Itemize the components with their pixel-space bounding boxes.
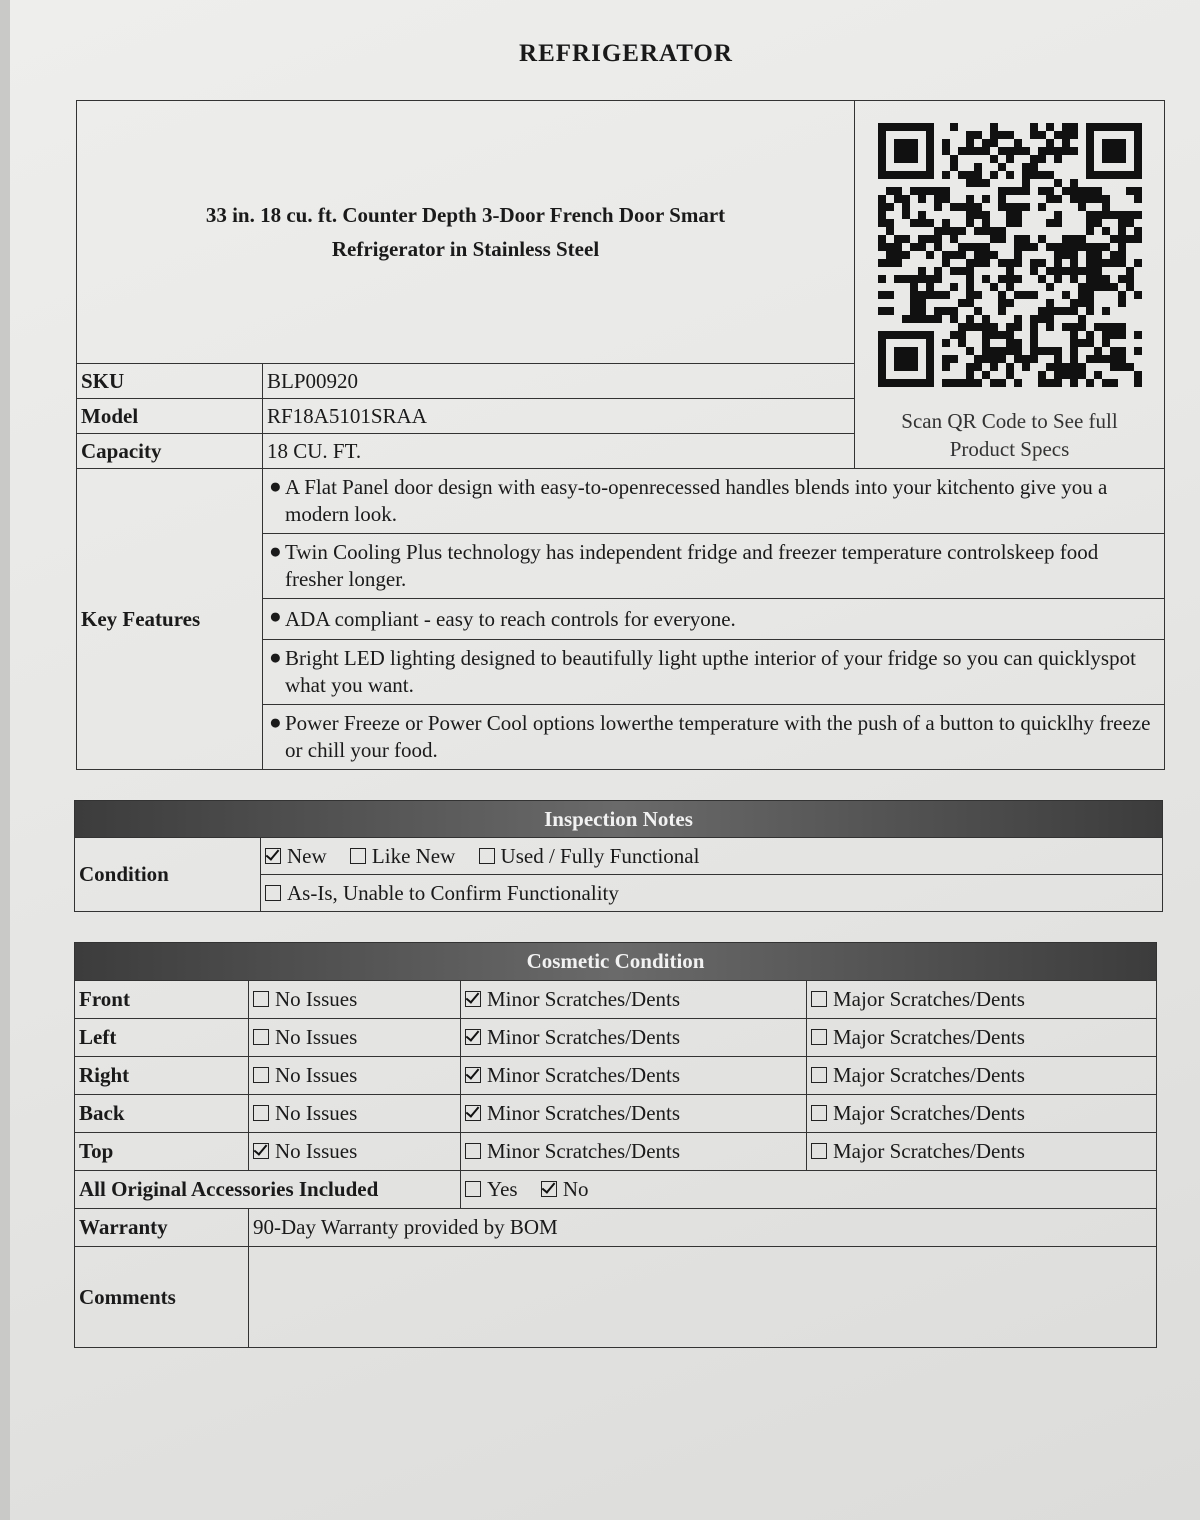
- checkbox-icon[interactable]: [479, 848, 495, 864]
- cosmetic-option-major[interactable]: [807, 1019, 1157, 1057]
- condition-option-new[interactable]: [265, 844, 327, 868]
- cosmetic-option-major[interactable]: [807, 1057, 1157, 1095]
- checkbox-checked-icon[interactable]: [465, 1067, 481, 1083]
- cosmetic-condition-header: Cosmetic Condition: [75, 943, 1157, 981]
- comments-label: Comments: [75, 1247, 249, 1348]
- option-label: Major Scratches/Dents: [833, 1063, 1025, 1087]
- cosmetic-option-minor[interactable]: [461, 1057, 807, 1095]
- checkbox-checked-icon[interactable]: [541, 1181, 557, 1197]
- bullet-icon: ●: [269, 710, 282, 734]
- option-label: No Issues: [275, 1025, 358, 1049]
- checkbox-checked-icon[interactable]: [465, 1105, 481, 1121]
- feature-item: [263, 640, 1165, 705]
- checkbox-icon[interactable]: [811, 1067, 827, 1083]
- checkbox-icon[interactable]: [253, 1105, 269, 1121]
- cosmetic-option-no-issues[interactable]: [249, 1057, 461, 1095]
- bullet-icon: ●: [269, 474, 282, 498]
- bullet-icon: ●: [269, 539, 282, 563]
- cosmetic-row-right: [75, 1057, 1157, 1095]
- qr-code[interactable]: [878, 123, 1142, 387]
- accessories-option-yes[interactable]: [465, 1177, 518, 1201]
- checkbox-icon[interactable]: [253, 991, 269, 1007]
- option-label: No Issues: [275, 1063, 358, 1087]
- feature-item: [263, 599, 1165, 640]
- qr-caption-line2: Product Specs: [949, 437, 1070, 461]
- feature-text: Bright LED lighting designed to beautifully light upthe interior of your fridge so you can quicklyspot what you want.: [285, 646, 1136, 697]
- cosmetic-condition-table: [74, 942, 1157, 1348]
- cosmetic-option-no-issues[interactable]: [249, 981, 461, 1019]
- checkbox-checked-icon[interactable]: [253, 1143, 269, 1159]
- cosmetic-option-major[interactable]: [807, 1095, 1157, 1133]
- checkbox-icon[interactable]: [265, 885, 281, 901]
- spec-label: SKU: [77, 364, 263, 399]
- checkbox-checked-icon[interactable]: [465, 1029, 481, 1045]
- checkbox-icon[interactable]: [465, 1181, 481, 1197]
- cosmetic-option-minor[interactable]: [461, 1133, 807, 1171]
- feature-text: ADA compliant - easy to reach controls for everyone.: [285, 606, 736, 631]
- option-label: No Issues: [275, 1101, 358, 1125]
- option-label: Minor Scratches/Dents: [487, 1101, 681, 1125]
- option-label: Like New: [371, 843, 456, 868]
- feature-row: [77, 469, 1165, 534]
- product-name-line1: 33 in. 18 cu. ft. Counter Depth 3-Door French Door Smart: [205, 203, 726, 227]
- cosmetic-side-label: Top: [75, 1133, 249, 1171]
- checkbox-icon[interactable]: [811, 1029, 827, 1045]
- spec-value: RF18A5101SRAA: [263, 399, 855, 434]
- cosmetic-option-no-issues[interactable]: [249, 1019, 461, 1057]
- product-info-table: [76, 100, 1165, 770]
- spec-label: Model: [77, 399, 263, 434]
- cosmetic-side-label: Front: [75, 981, 249, 1019]
- checkbox-checked-icon[interactable]: [465, 991, 481, 1007]
- option-label: Minor Scratches/Dents: [487, 1139, 681, 1163]
- checkbox-icon[interactable]: [253, 1029, 269, 1045]
- checkbox-checked-icon[interactable]: [265, 848, 281, 864]
- qr-code-cell: [855, 101, 1165, 469]
- product-name: [77, 101, 855, 364]
- cosmetic-side-label: Right: [75, 1057, 249, 1095]
- option-label: Major Scratches/Dents: [833, 1139, 1025, 1163]
- product-name-line2: Refrigerator in Stainless Steel: [331, 237, 600, 261]
- spec-label: Capacity: [77, 434, 263, 469]
- cosmetic-row-back: [75, 1095, 1157, 1133]
- cosmetic-option-no-issues[interactable]: [249, 1133, 461, 1171]
- spec-value: BLP00920: [263, 364, 855, 399]
- bullet-icon: ●: [269, 645, 282, 669]
- option-label: No Issues: [275, 987, 358, 1011]
- cosmetic-option-no-issues[interactable]: [249, 1095, 461, 1133]
- qr-caption-line1: Scan QR Code to See full: [901, 409, 1118, 433]
- checkbox-icon[interactable]: [350, 848, 366, 864]
- cosmetic-row-front: [75, 981, 1157, 1019]
- comments-field[interactable]: [249, 1247, 1157, 1348]
- document-page: [10, 0, 1200, 1520]
- key-features-label: Key Features: [77, 469, 263, 770]
- option-label: As-Is, Unable to Confirm Functionality: [287, 880, 619, 905]
- cosmetic-side-label: Back: [75, 1095, 249, 1133]
- feature-text: Twin Cooling Plus technology has independent fridge and freezer temperature controlskeep food fresher longer.: [285, 540, 1099, 591]
- warranty-value: 90-Day Warranty provided by BOM: [249, 1209, 1157, 1247]
- condition-option-as-is[interactable]: [265, 881, 619, 905]
- qr-caption: [859, 407, 1160, 463]
- option-label: Major Scratches/Dents: [833, 987, 1025, 1011]
- cosmetic-option-minor[interactable]: [461, 981, 807, 1019]
- option-label: No: [562, 1177, 589, 1201]
- checkbox-icon[interactable]: [811, 1105, 827, 1121]
- cosmetic-option-major[interactable]: [807, 981, 1157, 1019]
- document-title: REFRIGERATOR: [519, 40, 733, 67]
- condition-label: Condition: [75, 838, 261, 912]
- qr-modules: [878, 123, 1142, 387]
- feature-item: [263, 534, 1165, 599]
- cosmetic-option-minor[interactable]: [461, 1095, 807, 1133]
- accessories-label: All Original Accessories Included: [75, 1171, 461, 1209]
- bullet-icon: ●: [269, 604, 282, 628]
- cosmetic-side-label: Left: [75, 1019, 249, 1057]
- option-label: Used / Fully Functional: [500, 843, 700, 868]
- option-label: Minor Scratches/Dents: [487, 1063, 681, 1087]
- spec-value: 18 CU. FT.: [263, 434, 855, 469]
- option-label: Minor Scratches/Dents: [487, 987, 681, 1011]
- option-label: Major Scratches/Dents: [833, 1101, 1025, 1125]
- option-label: No Issues: [275, 1139, 358, 1163]
- feature-text: A Flat Panel door design with easy-to-openrecessed handles blends into your kitchento give you a modern look.: [285, 475, 1108, 526]
- option-label: Major Scratches/Dents: [833, 1025, 1025, 1049]
- accessories-options: [461, 1171, 1157, 1209]
- cosmetic-option-major[interactable]: [807, 1133, 1157, 1171]
- feature-item: [263, 469, 1165, 534]
- condition-option-used[interactable]: [479, 844, 700, 868]
- option-label: New: [287, 843, 327, 868]
- condition-option-like-new[interactable]: [350, 844, 455, 868]
- warranty-label: Warranty: [75, 1209, 249, 1247]
- checkbox-icon[interactable]: [253, 1067, 269, 1083]
- checkbox-icon[interactable]: [811, 1143, 827, 1159]
- inspection-notes-table: [74, 800, 1163, 912]
- feature-text: Power Freeze or Power Cool options lowerthe temperature with the push of a button to quicklhy freeze or chill your food.: [285, 711, 1151, 762]
- inspection-notes-header: Inspection Notes: [75, 801, 1163, 838]
- checkbox-icon[interactable]: [465, 1143, 481, 1159]
- cosmetic-row-left: [75, 1019, 1157, 1057]
- condition-options-row: [261, 875, 1163, 912]
- option-label: Minor Scratches/Dents: [487, 1025, 681, 1049]
- cosmetic-row-top: [75, 1133, 1157, 1171]
- option-label: Yes: [487, 1177, 518, 1201]
- feature-item: [263, 705, 1165, 770]
- accessories-option-no[interactable]: [541, 1177, 589, 1201]
- condition-options-row: [261, 838, 1163, 875]
- cosmetic-option-minor[interactable]: [461, 1019, 807, 1057]
- checkbox-icon[interactable]: [811, 991, 827, 1007]
